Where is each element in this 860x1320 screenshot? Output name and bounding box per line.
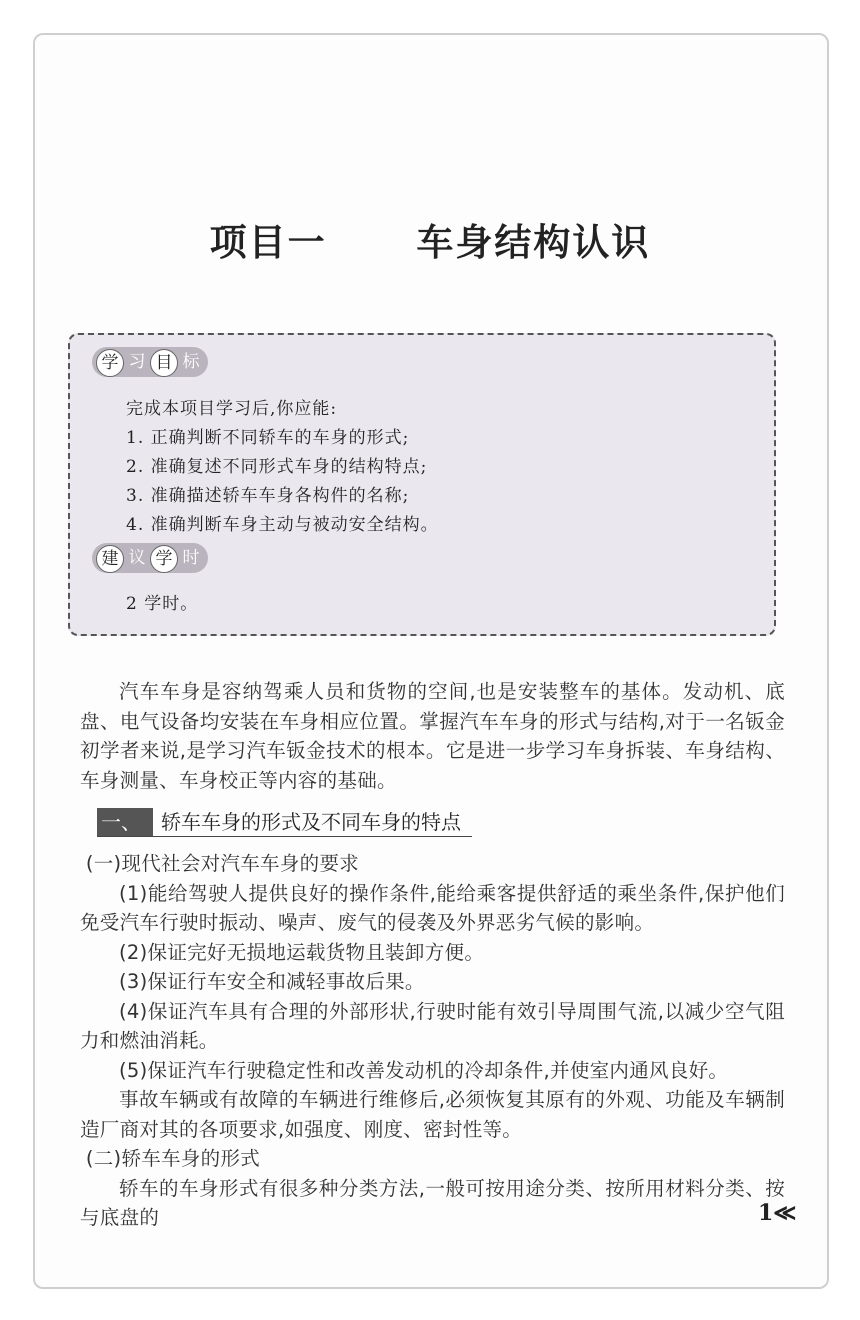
requirements-section [80, 849, 785, 1233]
objective-item: 1. 正确判断不同轿车的车身的形式; [126, 428, 410, 448]
objective-item: 2. 准确复述不同形式车身的结构特点; [126, 457, 428, 477]
badge-char: 学 [150, 545, 178, 573]
requirement-item: (5)保证汽车行驶稳定性和改善发动机的冷却条件,并使室内通风良好。 [119, 1058, 729, 1082]
subheading: (一)现代社会对汽车车身的要求 [85, 852, 360, 875]
hours-text: 2 学时。 [126, 594, 199, 614]
badge-char: 时 [182, 548, 200, 568]
requirement-item: (4)保证汽车具有合理的外部形状,行驶时能有效引导周围气流,以减少空气阻力和燃油消耗。 [80, 999, 785, 1052]
requirement-item: (2)保证完好无损地运载货物且装卸方便。 [119, 940, 485, 964]
badge-char: 议 [128, 548, 146, 568]
intro-paragraph: 汽车车身是容纳驾乘人员和货物的空间,也是安装整车的基体。发动机、底盘、电气设备均安装在车身相应位置。掌握汽车车身的形式与结构,对于一名钣金初学者来说,是学习汽车钣金技术的根本。它是进一步学习车身拆装、车身结构、车身测量、车身校正等内容的基础。 [80, 680, 785, 792]
section-number: 一、 [97, 808, 153, 836]
requirement-item: (1)能给驾驶人提供良好的操作条件,能给乘客提供舒适的乘坐条件,保护他们免受汽车行驶时振动、噪声、废气的侵袭及外界恶劣气候的影响。 [80, 881, 785, 934]
section-title: 轿车车身的形式及不同车身的特点 [161, 810, 461, 834]
repair-paragraph: 事故车辆或有故障的车辆进行维修后,必须恢复其原有的外观、功能及车辆制造厂商对其的各项要求,如强度、刚度、密封性等。 [80, 1088, 785, 1141]
badge-char: 建 [96, 545, 124, 573]
subheading: (二)轿车车身的形式 [85, 1147, 261, 1170]
objective-item: 3. 准确描述轿车车身各构件的名称; [126, 486, 410, 506]
forms-paragraph: 轿车的车身形式有很多种分类方法,一般可按用途分类、按所用材料分类、按与底盘的 [80, 1176, 785, 1229]
hours-badge [92, 543, 208, 573]
section-heading [97, 808, 472, 837]
badge-char: 标 [182, 352, 200, 372]
objective-item: 4. 准确判断车身主动与被动安全结构。 [126, 515, 439, 535]
badge-char: 习 [128, 352, 146, 372]
badge-char: 学 [96, 349, 124, 377]
page-title: 项目一 车身结构认识 [209, 220, 651, 264]
badge-char: 目 [150, 349, 178, 377]
requirement-item: (3)保证行车安全和减轻事故后果。 [119, 970, 425, 993]
objectives-badge [92, 347, 208, 377]
intro-section [80, 677, 785, 795]
objectives-box [68, 333, 776, 636]
objectives-intro: 完成本项目学习后,你应能: [126, 399, 338, 419]
page-number: 1≪ [758, 1200, 797, 1226]
